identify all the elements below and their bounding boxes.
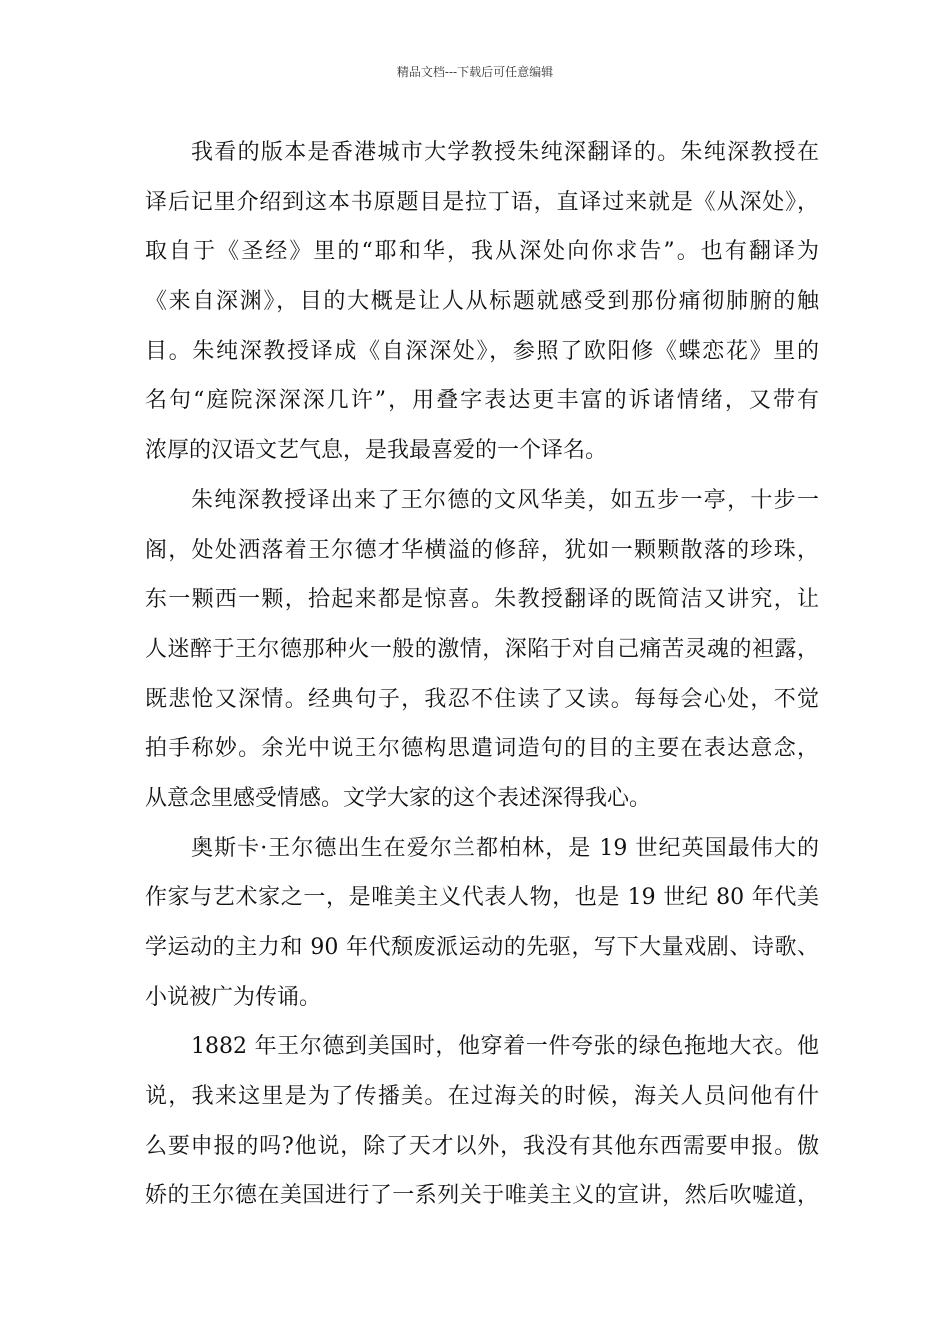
document-body — [145, 128, 819, 1221]
text-line: 学运动的主力和 90 年代颓废派运动的先驱，写下大量戏剧、诗歌、 — [145, 935, 819, 960]
text-line: 作家与艺术家之一，是唯美主义代表人物，也是 19 世纪 80 年代美 — [145, 885, 819, 911]
text-line: 小说被广为传诵。 — [145, 984, 322, 1010]
text-line: 东一颗西一颗，拾起来都是惊喜。朱教授翻译的既简洁又讲究，让 — [145, 587, 819, 613]
text-line: 娇的王尔德在美国进行了一系列关于唯美主义的宣讲，然后吹嘘道， — [145, 1183, 819, 1209]
paragraph-3 — [145, 824, 819, 1023]
text-line: 朱纯深教授译出来了王尔德的文风华美，如五步一亭，十步一 — [191, 487, 819, 513]
paragraph-2 — [145, 476, 819, 824]
text-line: 译后记里介绍到这本书原题目是拉丁语，直译过来就是《从深处》， — [145, 189, 819, 215]
text-line: 名句“庭院深深深几许”，用叠字表达更丰富的诉诸情绪，又带有 — [145, 388, 819, 414]
paragraph-1 — [145, 128, 819, 476]
text-line: 取自于《圣经》里的“耶和华，我从深处向你求告”。也有翻译为 — [145, 239, 819, 265]
text-line: 拍手称妙。余光中说王尔德构思遣词造句的目的主要在表达意念， — [145, 736, 819, 762]
text-line: 我看的版本是香港城市大学教授朱纯深翻译的。朱纯深教授在 — [191, 140, 819, 165]
text-line: 1882 年王尔德到美国时，他穿着一件夸张的绿色拖地大衣。他 — [191, 1034, 819, 1060]
text-line: 从意念里感受情感。文学大家的这个表述深得我心。 — [145, 785, 652, 811]
text-line: 目。朱纯深教授译成《自深深处》，参照了欧阳修《蝶恋花》里的 — [145, 338, 819, 364]
text-line: 既悲怆又深情。经典句子，我忍不住读了又读。每每会心处，不觉 — [145, 686, 819, 712]
page-header: 精品文档---下载后可任意编辑 — [396, 65, 554, 79]
text-line: 《来自深渊》，目的大概是让人从标题就感受到那份痛彻肺腑的触 — [145, 289, 819, 315]
text-line: 说，我来这里是为了传播美。在过海关的时候，海关人员问他有什 — [145, 1084, 819, 1110]
text-line: 浓厚的汉语文艺气息，是我最喜爱的一个译名。 — [145, 438, 608, 464]
text-line: 阁，处处洒落着王尔德才华横溢的修辞，犹如一颗颗散落的珍珠， — [145, 537, 819, 563]
paragraph-4 — [145, 1022, 819, 1221]
text-line: 么要申报的吗?他说，除了天才以外，我没有其他东西需要申报。傲 — [145, 1133, 819, 1159]
text-line: 奥斯卡·王尔德出生在爱尔兰都柏林，是 19 世纪英国最伟大的 — [191, 835, 819, 861]
text-line: 人迷醉于王尔德那种火一般的激情，深陷于对自己痛苦灵魂的袒露， — [145, 636, 819, 662]
